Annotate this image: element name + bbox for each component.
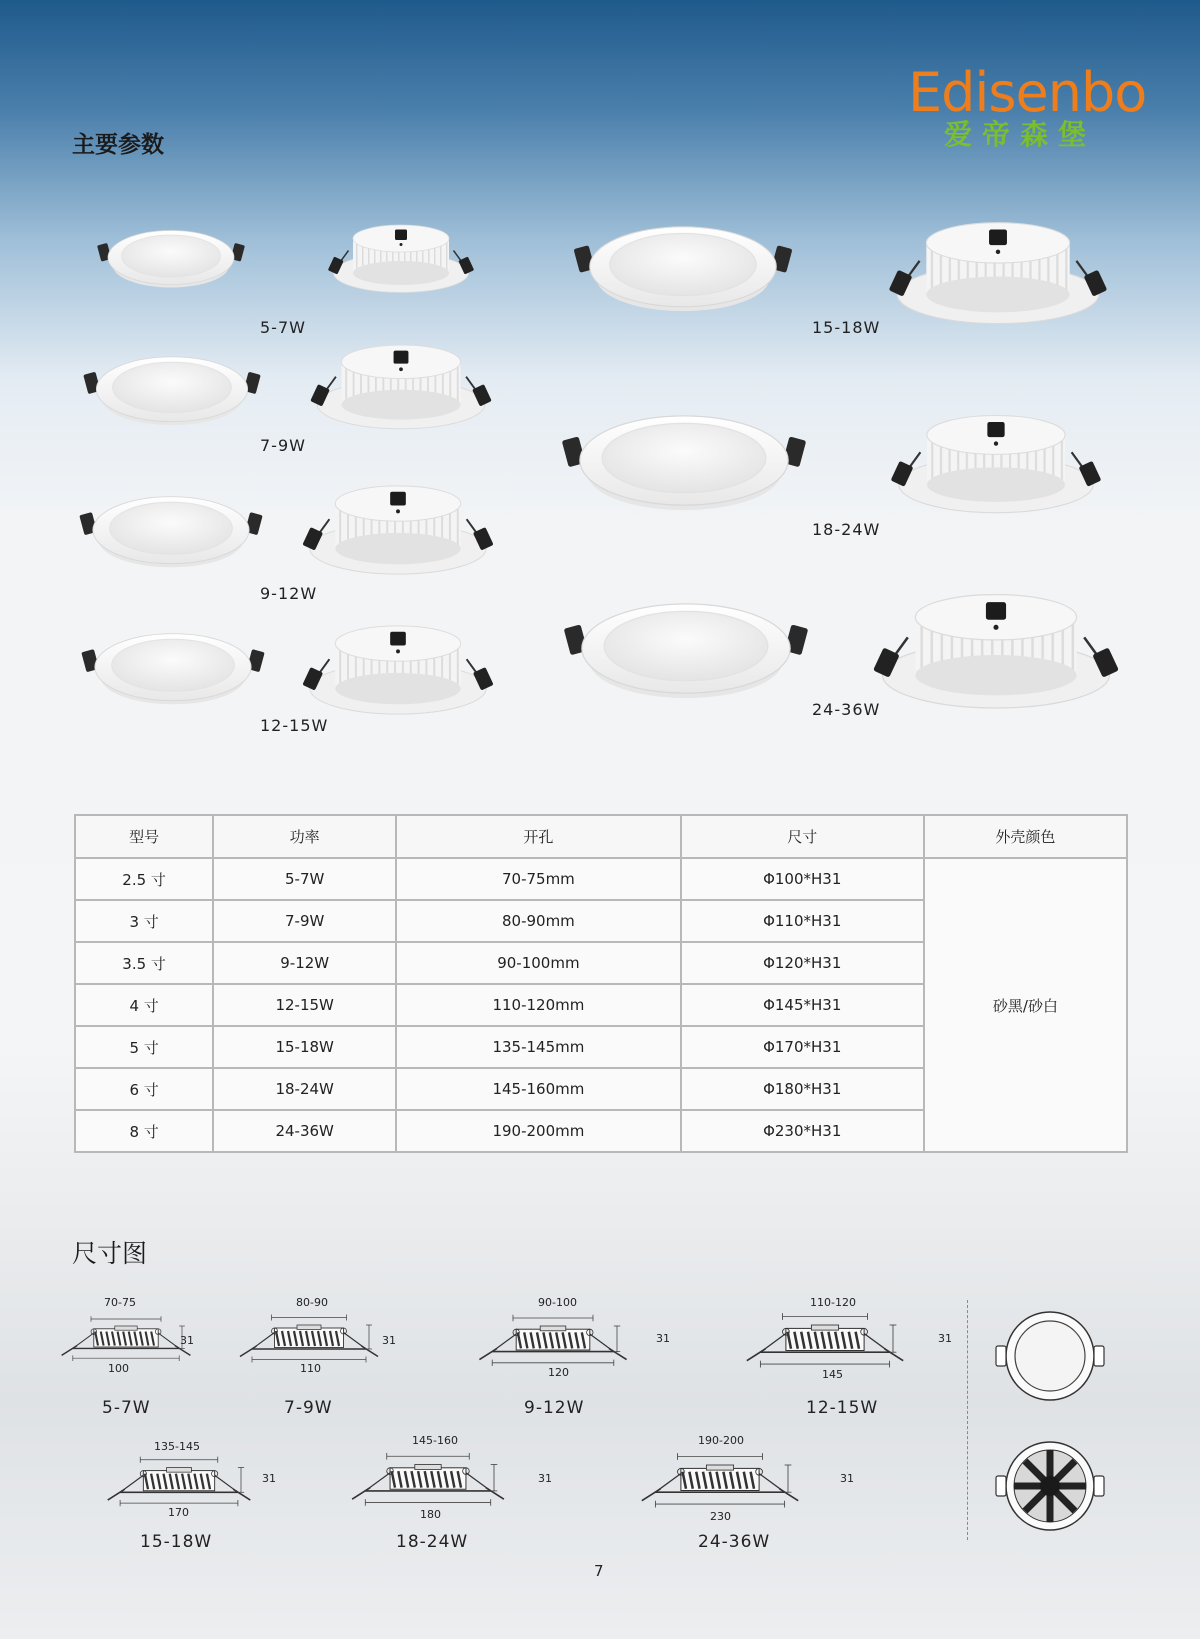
dimension-drawing bbox=[584, 1434, 868, 1524]
dimension-drawing-image bbox=[56, 1310, 196, 1370]
cell-size: Φ145*H31 bbox=[681, 984, 924, 1026]
dim-height: 31 bbox=[262, 1472, 276, 1485]
cell-model: 8 寸 bbox=[75, 1110, 213, 1152]
product-label: 12-15W bbox=[260, 716, 329, 735]
dim-cutout: 110-120 bbox=[810, 1296, 856, 1309]
cell-power: 15-18W bbox=[213, 1026, 396, 1068]
dim-cutout: 70-75 bbox=[104, 1296, 136, 1309]
dimension-label: 24-36W bbox=[698, 1532, 771, 1552]
cell-cutout: 80-90mm bbox=[396, 900, 680, 942]
brand-name-cn: 爱帝森堡 bbox=[944, 118, 1097, 151]
header-cutout: 开孔 bbox=[396, 815, 680, 858]
cell-shell-color: 砂黑/砂白 bbox=[924, 858, 1127, 1152]
cell-cutout: 190-200mm bbox=[396, 1110, 680, 1152]
page-number: 7 bbox=[594, 1562, 604, 1580]
dimension-drawing-image bbox=[438, 1310, 668, 1374]
cell-cutout: 110-120mm bbox=[396, 984, 680, 1026]
cell-size: Φ180*H31 bbox=[681, 1068, 924, 1110]
table-row bbox=[75, 858, 1127, 900]
dim-cutout: 135-145 bbox=[154, 1440, 200, 1453]
dim-width: 120 bbox=[548, 1366, 569, 1379]
lamp-back-image bbox=[326, 208, 476, 308]
dimension-drawing bbox=[438, 1296, 678, 1380]
lamp-front-image bbox=[562, 584, 810, 718]
dim-width: 100 bbox=[108, 1362, 129, 1375]
dimension-drawing bbox=[700, 1296, 960, 1380]
cell-size: Φ110*H31 bbox=[681, 900, 924, 942]
cell-model: 5 寸 bbox=[75, 1026, 213, 1068]
dim-height: 31 bbox=[382, 1334, 396, 1347]
brand-logo bbox=[908, 61, 1147, 156]
cell-size: Φ100*H31 bbox=[681, 858, 924, 900]
dimension-drawing-image bbox=[224, 1310, 394, 1370]
divider-line bbox=[967, 1300, 968, 1540]
lamp-front-image bbox=[96, 214, 246, 304]
dimension-drawing bbox=[56, 1296, 196, 1380]
dim-height: 31 bbox=[656, 1332, 670, 1345]
product-label: 7-9W bbox=[260, 436, 306, 455]
lamp-back-image bbox=[300, 616, 496, 722]
brand-name-en: Edisenbo bbox=[908, 61, 1147, 124]
spec-table bbox=[74, 814, 1128, 1153]
dim-height: 31 bbox=[938, 1332, 952, 1345]
cell-model: 3 寸 bbox=[75, 900, 213, 942]
dim-cutout: 80-90 bbox=[296, 1296, 328, 1309]
cell-power: 12-15W bbox=[213, 984, 396, 1026]
lamp-back-image bbox=[870, 574, 1122, 726]
dim-height: 31 bbox=[840, 1472, 854, 1485]
dim-height: 31 bbox=[180, 1334, 194, 1347]
dimension-label: 18-24W bbox=[396, 1532, 469, 1552]
dim-width: 180 bbox=[420, 1508, 441, 1521]
header-power: 功率 bbox=[213, 815, 396, 858]
lamp-bottom-view-image bbox=[992, 1436, 1108, 1536]
dimension-title: 尺寸图 bbox=[72, 1239, 148, 1268]
lamp-front-image bbox=[78, 482, 264, 582]
dim-cutout: 145-160 bbox=[412, 1434, 458, 1447]
lamp-front-image bbox=[560, 398, 808, 528]
cell-power: 9-12W bbox=[213, 942, 396, 984]
cell-model: 4 寸 bbox=[75, 984, 213, 1026]
dimension-label: 5-7W bbox=[102, 1398, 151, 1418]
header-model: 型号 bbox=[75, 815, 213, 858]
dimension-label: 9-12W bbox=[524, 1398, 585, 1418]
dimension-drawing bbox=[306, 1434, 562, 1524]
cell-model: 2.5 寸 bbox=[75, 858, 213, 900]
dimension-drawing-image bbox=[700, 1308, 950, 1376]
lamp-front-image bbox=[82, 336, 262, 446]
table-header-row bbox=[75, 815, 1127, 858]
dim-cutout: 90-100 bbox=[538, 1296, 577, 1309]
dim-width: 230 bbox=[710, 1510, 731, 1523]
cell-size: Φ230*H31 bbox=[681, 1110, 924, 1152]
dim-width: 145 bbox=[822, 1368, 843, 1381]
lamp-front-image bbox=[80, 614, 266, 724]
cell-model: 3.5 寸 bbox=[75, 942, 213, 984]
lamp-front-image bbox=[572, 208, 794, 330]
cell-cutout: 135-145mm bbox=[396, 1026, 680, 1068]
lamp-top-view-image bbox=[992, 1306, 1108, 1406]
product-label: 9-12W bbox=[260, 584, 318, 603]
dimension-drawing-image bbox=[306, 1448, 550, 1514]
dimension-drawing bbox=[84, 1440, 284, 1524]
dim-cutout: 190-200 bbox=[698, 1434, 744, 1447]
cell-cutout: 70-75mm bbox=[396, 858, 680, 900]
header-size: 尺寸 bbox=[681, 815, 924, 858]
dimension-drawing-image bbox=[584, 1448, 856, 1516]
lamp-back-image bbox=[886, 210, 1110, 334]
product-label: 15-18W bbox=[812, 318, 881, 337]
product-label: 18-24W bbox=[812, 520, 881, 539]
product-label: 24-36W bbox=[812, 700, 881, 719]
cell-power: 24-36W bbox=[213, 1110, 396, 1152]
dim-width: 110 bbox=[300, 1362, 321, 1375]
cell-power: 5-7W bbox=[213, 858, 396, 900]
dim-width: 170 bbox=[168, 1506, 189, 1519]
cell-power: 18-24W bbox=[213, 1068, 396, 1110]
cell-size: Φ170*H31 bbox=[681, 1026, 924, 1068]
cell-cutout: 145-160mm bbox=[396, 1068, 680, 1110]
cell-cutout: 90-100mm bbox=[396, 942, 680, 984]
dimension-drawing-image bbox=[84, 1452, 274, 1514]
product-label: 5-7W bbox=[260, 318, 306, 337]
dim-height: 31 bbox=[538, 1472, 552, 1485]
dimension-label: 15-18W bbox=[140, 1532, 213, 1552]
lamp-back-image bbox=[308, 330, 494, 442]
lamp-back-image bbox=[888, 400, 1104, 526]
cell-model: 6 寸 bbox=[75, 1068, 213, 1110]
cell-size: Φ120*H31 bbox=[681, 942, 924, 984]
lamp-back-image bbox=[300, 470, 496, 588]
dimension-label: 7-9W bbox=[284, 1398, 333, 1418]
dimension-label: 12-15W bbox=[806, 1398, 879, 1418]
main-params-title: 主要参数 bbox=[72, 132, 164, 158]
header-shell-color: 外壳颜色 bbox=[924, 815, 1127, 858]
dimension-drawing bbox=[224, 1296, 404, 1380]
cell-power: 7-9W bbox=[213, 900, 396, 942]
